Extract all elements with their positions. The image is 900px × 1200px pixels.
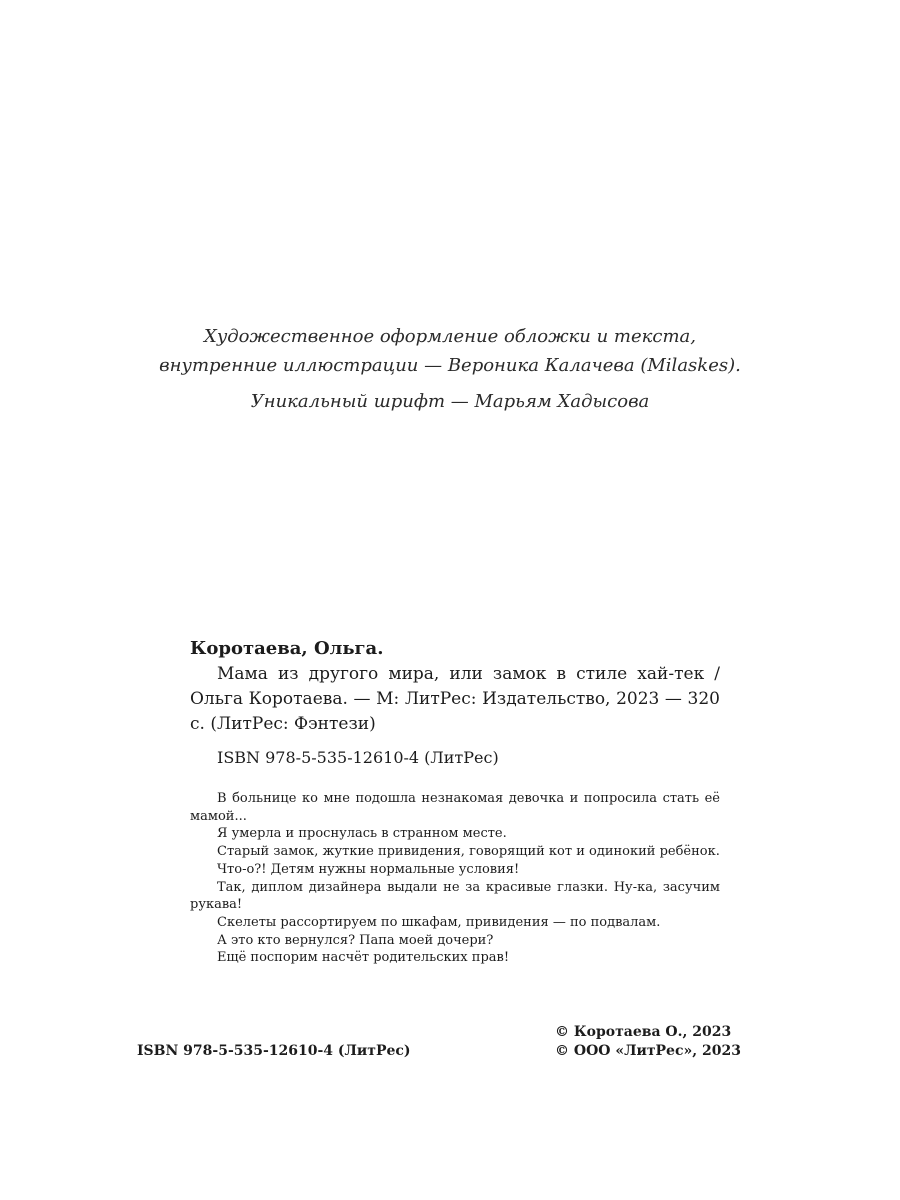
annotation-line: Так, диплом дизайнера выдали не за красивые глазки. Ну-ка, засучим рукава! [190, 879, 720, 913]
design-credits [0, 322, 900, 380]
copyright-block [555, 1023, 741, 1061]
annotation-line: Ещё поспорим насчёт родительских прав! [217, 950, 510, 966]
annotation-line: В больнице ко мне подошла незнакомая девочка и попросила стать её мамой... [190, 791, 720, 824]
catalog-record [190, 636, 720, 967]
catalog-entry: Мама из другого мира, или замок в стиле хай-тек / Ольга Коротаева. — М: ЛитРес: Издательство, 2023 — 320 с. (ЛитРес: Фэнтези) [190, 664, 720, 734]
annotation-line: А это кто вернулся? Папа моей дочери? [217, 932, 494, 948]
font-credit [0, 387, 900, 416]
catalog-isbn: ISBN 978-5-535-12610-4 (ЛитРес) [217, 748, 499, 767]
copyright-publisher: © ООО «ЛитРес», 2023 [555, 1043, 741, 1059]
annotation-line: Что-о?! Детям нужны нормальные условия! [217, 861, 520, 877]
catalog-author: Коротаева, Ольга. [190, 638, 384, 659]
font-credit-line: Уникальный шрифт — Марьям Хадысова [250, 391, 650, 412]
annotation-line: Старый замок, жуткие привидения, говорящий кот и одинокий ребёнок. [217, 844, 720, 860]
footer-isbn: ISBN 978-5-535-12610-4 (ЛитРес) [137, 1043, 411, 1059]
design-credit-line-1: Художественное оформление обложки и текста, [204, 326, 696, 347]
copyright-author: © Коротаева О., 2023 [555, 1024, 732, 1040]
book-annotation [190, 790, 720, 967]
annotation-line: Я умерла и проснулась в странном месте. [217, 826, 507, 842]
design-credit-line-2: внутренние иллюстрации — Вероника Калачева (Milaskes). [159, 355, 741, 376]
annotation-line: Скелеты рассортируем по шкафам, привидения — по подвалам. [217, 914, 661, 930]
